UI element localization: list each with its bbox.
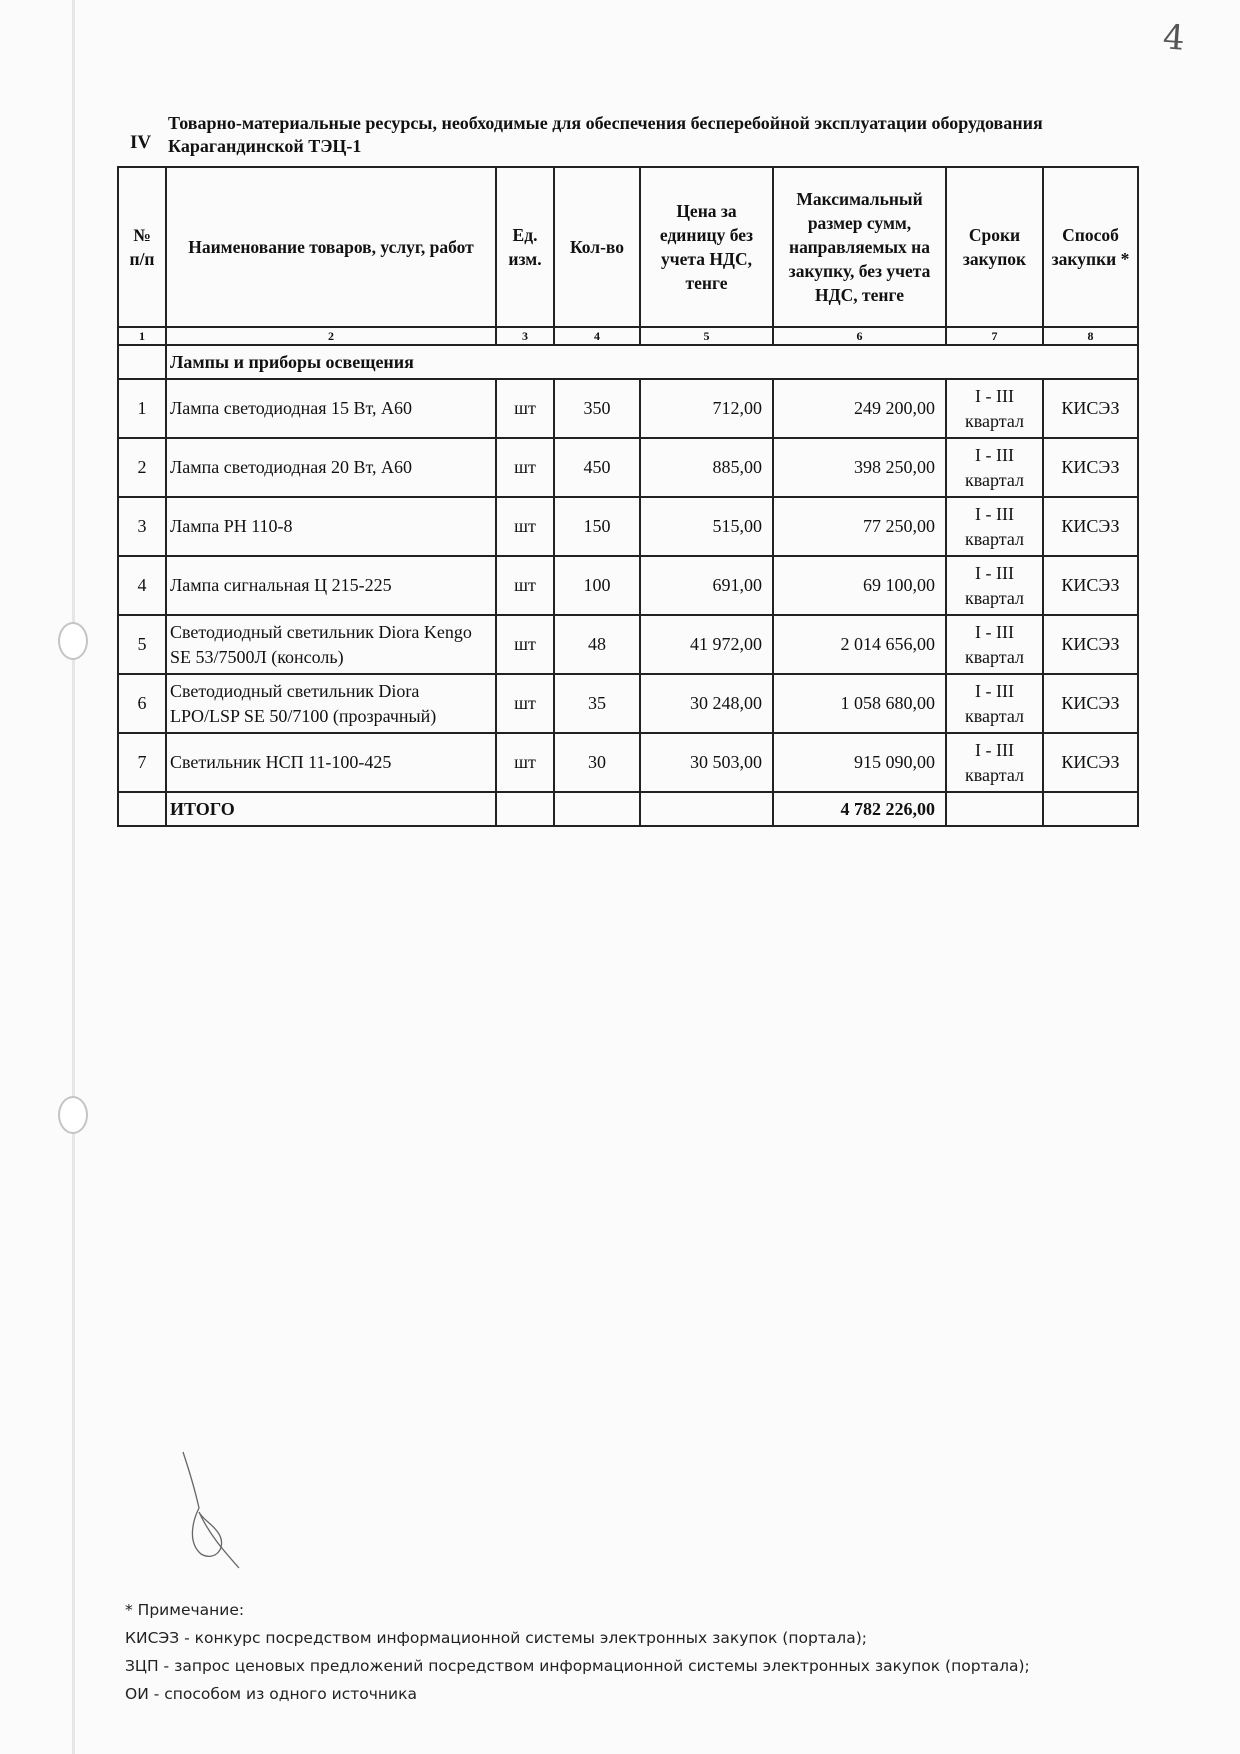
item-name: Светодиодный светильник Diora LPO/LSP SE 50/7100 (прозрачный) (166, 674, 496, 733)
sum-cell: 1 058 680,00 (773, 674, 946, 733)
punch-hole (58, 1096, 88, 1134)
row-number: 4 (118, 556, 166, 615)
header-name: Наименование товаров, услуг, работ (166, 167, 496, 327)
price-cell: 30 503,00 (640, 733, 773, 792)
table-row (118, 556, 1138, 615)
section-title: Товарно-материальные ресурсы, необходимые для обеспечения бесперебойной эксплуатации оборудования Карагандинской ТЭЦ-1 (168, 113, 1043, 156)
qty-cell: 350 (554, 379, 640, 438)
column-number: 3 (496, 327, 554, 345)
signature-scribble (175, 1450, 255, 1570)
terms-cell: I - III квартал (946, 615, 1043, 674)
item-name: Лампа сигнальная Ц 215-225 (166, 556, 496, 615)
column-number: 8 (1043, 327, 1138, 345)
header-qty: Кол-во (554, 167, 640, 327)
terms-cell: I - III квартал (946, 438, 1043, 497)
total-label: ИТОГО (166, 792, 496, 826)
total-sum: 4 782 226,00 (773, 792, 946, 826)
header-method: Способ закупки * (1043, 167, 1138, 327)
unit-cell: шт (496, 615, 554, 674)
procurement-table (117, 166, 1139, 827)
sum-cell: 77 250,00 (773, 497, 946, 556)
price-cell: 691,00 (640, 556, 773, 615)
terms-cell: I - III квартал (946, 733, 1043, 792)
method-cell: КИСЭЗ (1043, 733, 1138, 792)
row-number: 7 (118, 733, 166, 792)
column-number: 2 (166, 327, 496, 345)
qty-cell: 35 (554, 674, 640, 733)
row-number: 2 (118, 438, 166, 497)
header-terms: Сроки закупок (946, 167, 1043, 327)
sum-cell: 915 090,00 (773, 733, 946, 792)
terms-cell: I - III квартал (946, 497, 1043, 556)
qty-cell: 450 (554, 438, 640, 497)
item-name: Светильник НСП 11-100-425 (166, 733, 496, 792)
method-cell: КИСЭЗ (1043, 674, 1138, 733)
column-number: 7 (946, 327, 1043, 345)
sum-cell: 2 014 656,00 (773, 615, 946, 674)
group-title: Лампы и приборы освещения (166, 345, 1138, 379)
item-name: Лампа светодиодная 15 Вт, А60 (166, 379, 496, 438)
table-header-row (118, 167, 1138, 327)
column-number: 6 (773, 327, 946, 345)
unit-cell: шт (496, 733, 554, 792)
unit-cell: шт (496, 497, 554, 556)
qty-cell: 48 (554, 615, 640, 674)
footnote-line: КИСЭЗ - конкурс посредством информационной системы электронных закупок (портала); (125, 1629, 867, 1647)
header-price: Цена за единицу без учета НДС, тенге (640, 167, 773, 327)
footnote-line: ОИ - способом из одного источника (125, 1685, 417, 1703)
sum-cell: 398 250,00 (773, 438, 946, 497)
price-cell: 30 248,00 (640, 674, 773, 733)
footnotes (125, 1596, 1030, 1708)
header-num: № п/п (118, 167, 166, 327)
sum-cell: 69 100,00 (773, 556, 946, 615)
method-cell: КИСЭЗ (1043, 615, 1138, 674)
column-number: 5 (640, 327, 773, 345)
qty-cell: 150 (554, 497, 640, 556)
table-row (118, 674, 1138, 733)
column-number: 1 (118, 327, 166, 345)
method-cell: КИСЭЗ (1043, 438, 1138, 497)
table-row (118, 733, 1138, 792)
price-cell: 885,00 (640, 438, 773, 497)
punch-hole (58, 622, 88, 660)
row-number: 5 (118, 615, 166, 674)
price-cell: 712,00 (640, 379, 773, 438)
total-row (118, 792, 1138, 826)
handwritten-page-number: 4 (1161, 17, 1187, 59)
method-cell: КИСЭЗ (1043, 379, 1138, 438)
qty-cell: 30 (554, 733, 640, 792)
header-max-sum: Максимальный размер сумм, направляемых на закупку, без учета НДС, тенге (773, 167, 946, 327)
group-row (118, 345, 1138, 379)
unit-cell: шт (496, 438, 554, 497)
footnote-line: ЗЦП - запрос ценовых предложений посредством информационной системы электронных закупок (портала); (125, 1657, 1030, 1675)
terms-cell: I - III квартал (946, 556, 1043, 615)
unit-cell: шт (496, 556, 554, 615)
table-row (118, 438, 1138, 497)
terms-cell: I - III квартал (946, 674, 1043, 733)
section-number: IV (130, 132, 152, 153)
column-number: 4 (554, 327, 640, 345)
row-number: 3 (118, 497, 166, 556)
price-cell: 41 972,00 (640, 615, 773, 674)
table-body (118, 379, 1138, 792)
item-name: Лампа РН 110-8 (166, 497, 496, 556)
item-name: Лампа светодиодная 20 Вт, А60 (166, 438, 496, 497)
page-edge (72, 0, 75, 1754)
sum-cell: 249 200,00 (773, 379, 946, 438)
item-name: Светодиодный светильник Diora Kengo SE 53/7500Л (консоль) (166, 615, 496, 674)
unit-cell: шт (496, 674, 554, 733)
unit-cell: шт (496, 379, 554, 438)
footnote-title: * Примечание: (125, 1601, 245, 1619)
method-cell: КИСЭЗ (1043, 556, 1138, 615)
row-number: 1 (118, 379, 166, 438)
qty-cell: 100 (554, 556, 640, 615)
table-row (118, 615, 1138, 674)
table-row (118, 379, 1138, 438)
price-cell: 515,00 (640, 497, 773, 556)
header-unit: Ед. изм. (496, 167, 554, 327)
table-row (118, 497, 1138, 556)
terms-cell: I - III квартал (946, 379, 1043, 438)
row-number: 6 (118, 674, 166, 733)
column-numbers-row (118, 327, 1138, 345)
method-cell: КИСЭЗ (1043, 497, 1138, 556)
